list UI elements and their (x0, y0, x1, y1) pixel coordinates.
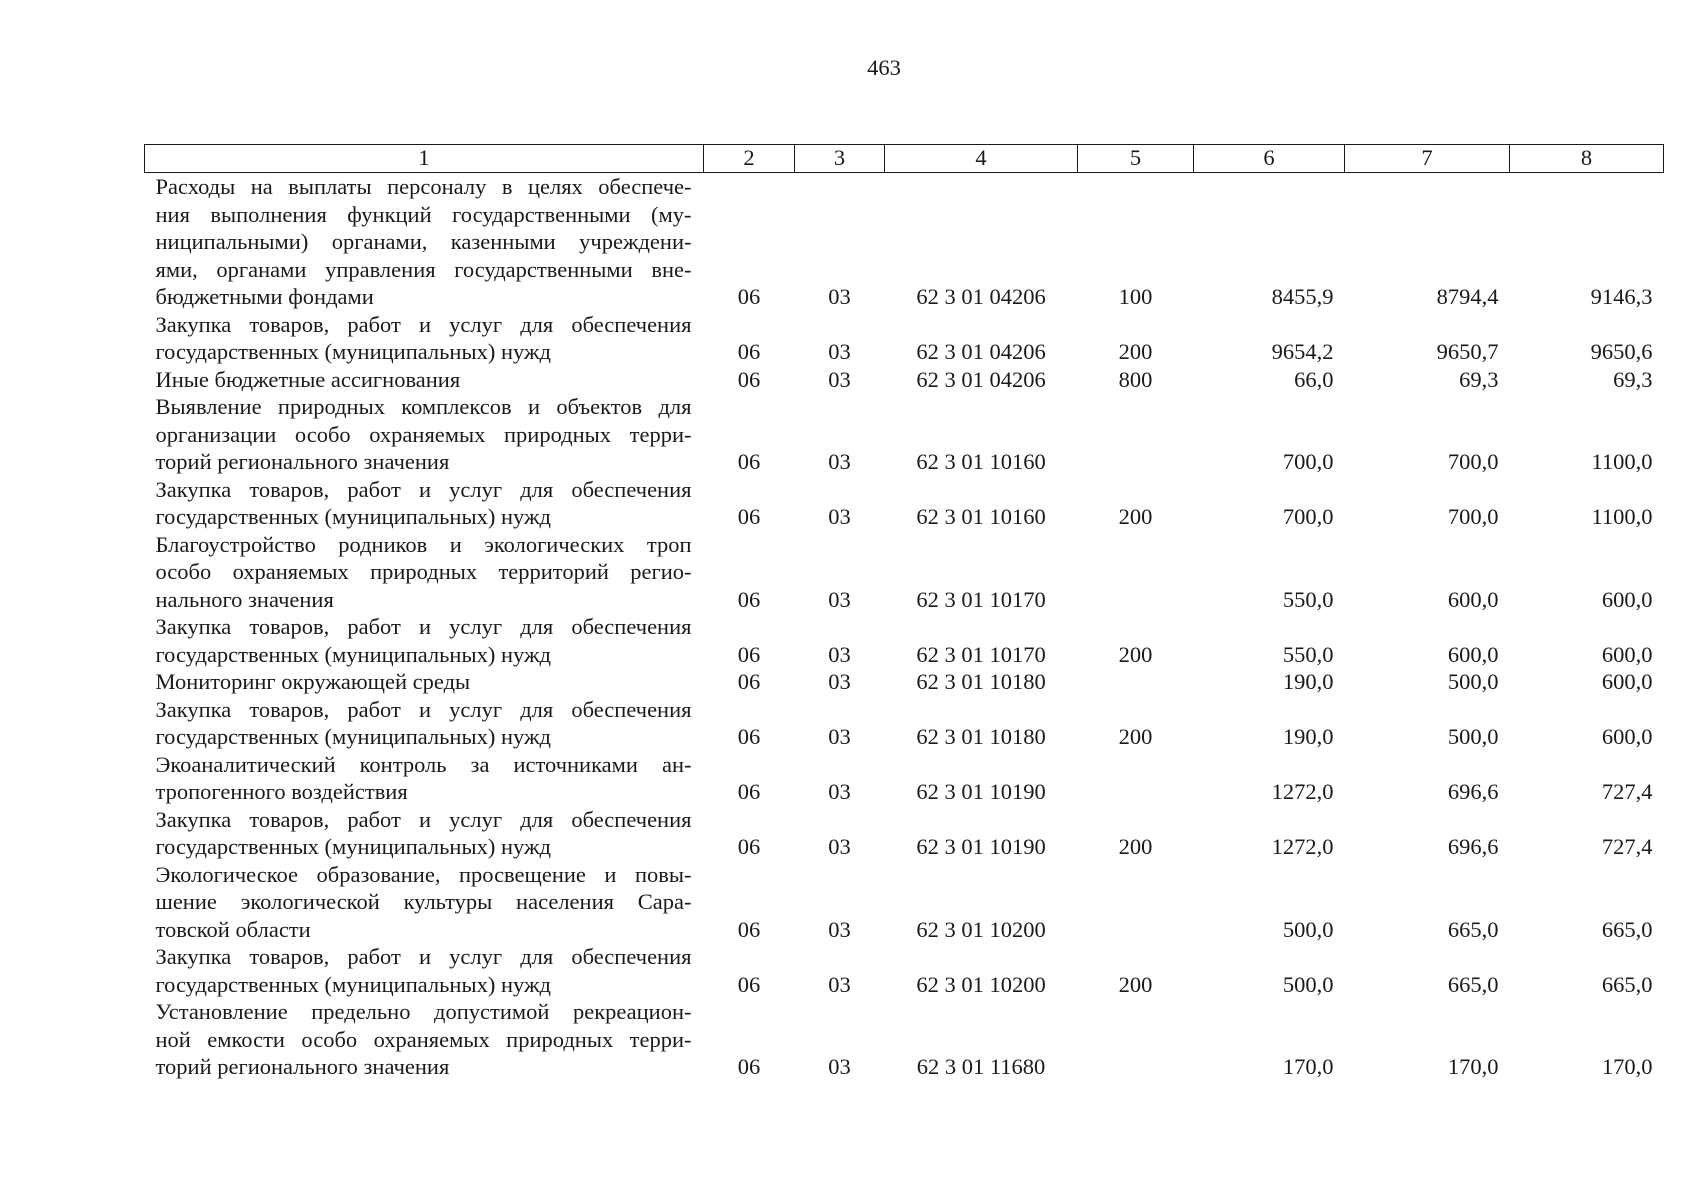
amount-year-2: 665,0 (1447, 916, 1499, 942)
amount-year-2: 696,6 (1447, 834, 1499, 859)
amount-year-1: 66,0 (1294, 366, 1334, 392)
amount-year-3: 727,4 (1601, 834, 1653, 859)
amount-year-1: 700,0 (1282, 504, 1334, 529)
amount-year-3: 600,0 (1601, 586, 1653, 612)
header-row (145, 145, 1664, 173)
amount-year-2: 600,0 (1447, 586, 1499, 612)
expense-name-line: особо охраняемых природных территорий регио- (155, 559, 692, 584)
subsection-code: 03 (828, 724, 851, 749)
target-article-code: 62 3 01 04206 (916, 284, 1046, 309)
subsection-code: 03 (828, 366, 851, 392)
expense-name (145, 696, 704, 751)
expense-name-line: государственных (муниципальных) нужд (155, 971, 551, 997)
expense-name-line: товской области (155, 916, 311, 942)
expense-name-line: ной емкости особо охраняемых природных терри- (155, 1026, 692, 1052)
subsection-code: 03 (828, 916, 851, 942)
target-article-code: 62 3 01 04206 (916, 366, 1046, 392)
expense-name-line: Закупка товаров, работ и услуг для обеспечения (155, 696, 692, 722)
amount-year-3: 9650,6 (1590, 339, 1653, 364)
table-row (145, 998, 1664, 1081)
expense-name-line: государственных (муниципальных) нужд (155, 834, 551, 859)
table-row (145, 943, 1664, 998)
amount-year-2: 696,6 (1447, 779, 1499, 804)
table-row (145, 806, 1664, 861)
expense-name-line: Расходы на выплаты персоналу в целях обеспече- (155, 174, 692, 199)
amount-year-1: 700,0 (1282, 449, 1334, 474)
expense-name-line: государственных (муниципальных) нужд (155, 504, 551, 529)
section-code: 06 (737, 641, 761, 667)
expense-name-line: Закупка товаров, работ и услуг для обеспечения (155, 476, 692, 502)
amount-year-1: 500,0 (1282, 971, 1334, 997)
subsection-code: 03 (828, 284, 851, 309)
table-row (145, 476, 1664, 531)
expense-name (145, 476, 704, 531)
table-row (145, 173, 1664, 311)
subsection-code: 03 (828, 834, 851, 859)
amount-year-3: 665,0 (1601, 916, 1653, 942)
amount-year-1: 1272,0 (1271, 779, 1334, 804)
target-article-code: 62 3 01 10180 (916, 724, 1046, 749)
table-row (145, 861, 1664, 944)
column-header: 3 (795, 145, 885, 173)
amount-year-3: 665,0 (1601, 971, 1653, 997)
amount-year-1: 8455,9 (1271, 284, 1334, 309)
amount-year-2: 170,0 (1447, 1054, 1499, 1079)
section-code: 06 (737, 779, 761, 804)
subsection-code: 03 (828, 669, 851, 694)
amount-year-1: 550,0 (1282, 586, 1334, 612)
expense-type-code (1078, 531, 1194, 614)
column-header: 4 (885, 145, 1078, 173)
amount-year-2: 500,0 (1447, 724, 1499, 749)
target-article-code: 62 3 01 04206 (916, 339, 1046, 364)
expense-name-line: торий регионального значения (155, 449, 450, 474)
column-header: 1 (145, 145, 704, 173)
expense-type-code (1078, 998, 1194, 1081)
expense-name-line: Выявление природных комплексов и объектов для (155, 394, 692, 419)
section-code: 06 (737, 971, 761, 997)
expense-type-code: 100 (1118, 284, 1153, 309)
amount-year-2: 69,3 (1459, 366, 1499, 392)
section-code: 06 (737, 916, 761, 942)
table-row (145, 311, 1664, 366)
amount-year-3: 170,0 (1601, 1054, 1653, 1079)
target-article-code: 62 3 01 10170 (916, 641, 1046, 667)
budget-table (144, 144, 1664, 1081)
column-header: 5 (1078, 145, 1194, 173)
expense-name (145, 806, 704, 861)
amount-year-2: 700,0 (1447, 504, 1499, 529)
expense-name (145, 668, 704, 696)
target-article-code: 62 3 01 10190 (916, 779, 1046, 804)
expense-type-code: 200 (1118, 724, 1153, 749)
expense-name (145, 531, 704, 614)
subsection-code: 03 (828, 586, 851, 612)
amount-year-3: 600,0 (1601, 669, 1653, 694)
table-row (145, 613, 1664, 668)
amount-year-1: 1272,0 (1271, 834, 1334, 859)
target-article-code: 62 3 01 10200 (916, 971, 1046, 997)
expense-name-line: Мониторинг окружающей среды (155, 669, 471, 694)
expense-name-line: Экоаналитический контроль за источниками ан- (155, 751, 692, 777)
table-row (145, 696, 1664, 751)
section-code: 06 (737, 586, 761, 612)
subsection-code: 03 (828, 1054, 851, 1079)
expense-name-line: государственных (муниципальных) нужд (155, 339, 551, 364)
amount-year-1: 9654,2 (1271, 339, 1334, 364)
expense-name-line: государственных (муниципальных) нужд (155, 724, 551, 749)
subsection-code: 03 (828, 504, 851, 529)
expense-name-line: Закупка товаров, работ и услуг для обеспечения (155, 944, 692, 969)
expense-name-line: Закупка товаров, работ и услуг для обеспечения (155, 311, 692, 337)
target-article-code: 62 3 01 10160 (916, 504, 1046, 529)
section-code: 06 (737, 1054, 761, 1079)
expense-type-code: 200 (1118, 971, 1153, 997)
section-code: 06 (737, 504, 761, 529)
table-row (145, 393, 1664, 476)
amount-year-2: 500,0 (1447, 669, 1499, 694)
section-code: 06 (737, 724, 761, 749)
amount-year-1: 500,0 (1282, 916, 1334, 942)
expense-type-code: 200 (1118, 339, 1153, 364)
amount-year-3: 9146,3 (1590, 284, 1653, 309)
table-body (145, 173, 1664, 1081)
expense-name-line: Благоустройство родников и экологических троп (155, 531, 692, 557)
expense-name (145, 861, 704, 944)
expense-name (145, 311, 704, 366)
amount-year-3: 1100,0 (1591, 449, 1653, 474)
expense-name-line: Экологическое образование, просвещение и повы- (155, 861, 692, 887)
expense-type-code: 800 (1118, 366, 1153, 392)
amount-year-2: 9650,7 (1436, 339, 1499, 364)
target-article-code: 62 3 01 10200 (916, 916, 1046, 942)
amount-year-3: 1100,0 (1591, 504, 1653, 529)
table-row (145, 751, 1664, 806)
expense-name (145, 943, 704, 998)
expense-name-line: торий регионального значения (155, 1054, 450, 1079)
amount-year-3: 69,3 (1613, 366, 1653, 392)
column-header: 7 (1345, 145, 1510, 173)
amount-year-1: 190,0 (1282, 669, 1334, 694)
target-article-code: 62 3 01 10190 (916, 834, 1046, 859)
subsection-code: 03 (828, 641, 851, 667)
expense-type-code (1078, 751, 1194, 806)
section-code: 06 (737, 834, 761, 859)
amount-year-1: 550,0 (1282, 641, 1334, 667)
expense-name-line: государственных (муниципальных) нужд (155, 641, 551, 667)
amount-year-2: 8794,4 (1436, 284, 1499, 309)
amount-year-3: 600,0 (1601, 724, 1653, 749)
target-article-code: 62 3 01 11680 (916, 1054, 1046, 1079)
expense-type-code: 200 (1118, 834, 1153, 859)
page-number: 463 (867, 55, 901, 80)
amount-year-2: 700,0 (1447, 449, 1499, 474)
target-article-code: 62 3 01 10160 (916, 449, 1046, 474)
expense-name-line: организации особо охраняемых природных терри- (155, 421, 692, 447)
expense-name (145, 751, 704, 806)
target-article-code: 62 3 01 10170 (916, 586, 1046, 612)
table-row (145, 366, 1664, 394)
expense-name-line: нального значения (155, 586, 334, 612)
expense-name-line: шение экологической культуры населения Сара- (155, 889, 692, 914)
amount-year-3: 727,4 (1601, 779, 1653, 804)
table-row (145, 531, 1664, 614)
expense-type-code (1078, 861, 1194, 944)
expense-name-line: ями, органами управления государственными вне- (155, 256, 692, 282)
amount-year-3: 600,0 (1601, 641, 1653, 667)
expense-name (145, 998, 704, 1081)
target-article-code: 62 3 01 10180 (916, 669, 1046, 694)
subsection-code: 03 (828, 449, 851, 474)
expense-type-code (1078, 668, 1194, 696)
table-row (145, 668, 1664, 696)
expense-type-code: 200 (1118, 641, 1153, 667)
subsection-code: 03 (828, 339, 851, 364)
expense-name (145, 613, 704, 668)
expense-type-code (1078, 393, 1194, 476)
section-code: 06 (737, 284, 761, 309)
amount-year-1: 190,0 (1282, 724, 1334, 749)
expense-name-line: тропогенного воздействия (155, 779, 408, 804)
amount-year-2: 665,0 (1447, 971, 1499, 997)
expense-name-line: Закупка товаров, работ и услуг для обеспечения (155, 614, 692, 639)
column-header: 8 (1510, 145, 1664, 173)
column-header: 6 (1194, 145, 1345, 173)
expense-name-line: ниципальными) органами, казенными учреждени- (155, 229, 692, 254)
section-code: 06 (737, 449, 761, 474)
section-code: 06 (737, 339, 761, 364)
column-header: 2 (704, 145, 795, 173)
amount-year-1: 170,0 (1282, 1054, 1334, 1079)
subsection-code: 03 (828, 971, 851, 997)
expense-name-line: Закупка товаров, работ и услуг для обеспечения (155, 806, 692, 832)
subsection-code: 03 (828, 779, 851, 804)
section-code: 06 (737, 366, 761, 392)
expense-name-line: Установление предельно допустимой рекреацион- (155, 999, 692, 1024)
expense-name (145, 366, 704, 394)
expense-type-code: 200 (1118, 504, 1153, 529)
expense-name-line: бюджетными фондами (155, 284, 374, 309)
section-code: 06 (737, 669, 761, 694)
expense-name (145, 173, 704, 311)
expense-name-line: Иные бюджетные ассигнования (155, 366, 461, 392)
amount-year-2: 600,0 (1447, 641, 1499, 667)
expense-name (145, 393, 704, 476)
expense-name-line: ния выполнения функций государственными (му- (155, 201, 692, 227)
